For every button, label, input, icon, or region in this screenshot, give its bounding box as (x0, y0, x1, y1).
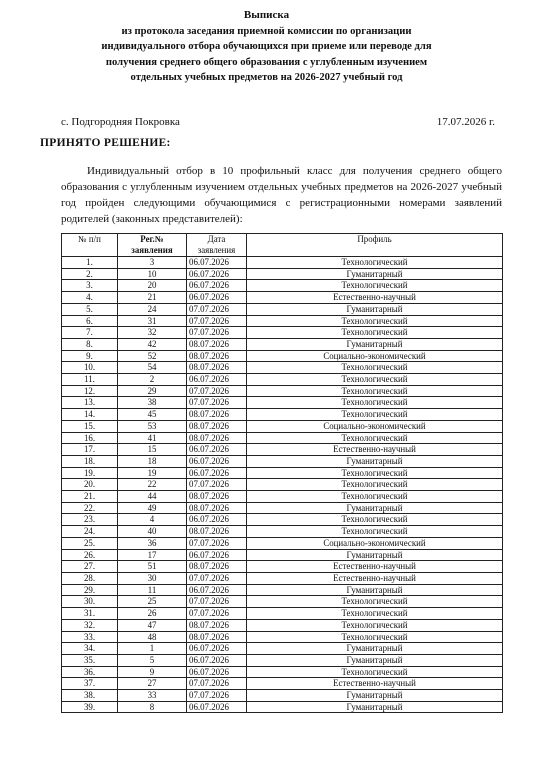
table-row (62, 280, 503, 292)
row-reg-number: 49 (118, 502, 187, 514)
row-reg-number: 11 (118, 584, 187, 596)
row-number: 34. (62, 643, 118, 655)
row-number: 39. (62, 701, 118, 713)
row-reg-number: 54 (118, 362, 187, 374)
row-number: 32. (62, 619, 118, 631)
row-reg-number: 8 (118, 701, 187, 713)
row-date: 06.07.2026 (187, 455, 247, 467)
table-row (62, 350, 503, 362)
row-number: 5. (62, 303, 118, 315)
row-date: 06.07.2026 (187, 280, 247, 292)
row-profile: Естественно-научный (247, 678, 503, 690)
row-profile: Естественно-научный (247, 444, 503, 456)
row-reg-number: 41 (118, 432, 187, 444)
row-profile: Технологический (247, 397, 503, 409)
row-date: 08.07.2026 (187, 338, 247, 350)
table-row (62, 432, 503, 444)
row-profile: Технологический (247, 619, 503, 631)
row-date: 06.07.2026 (187, 584, 247, 596)
row-date: 08.07.2026 (187, 491, 247, 503)
table-row (62, 631, 503, 643)
row-profile: Технологический (247, 631, 503, 643)
row-date: 06.07.2026 (187, 701, 247, 713)
row-date: 07.07.2026 (187, 678, 247, 690)
row-number: 31. (62, 608, 118, 620)
row-date: 07.07.2026 (187, 537, 247, 549)
row-reg-number: 20 (118, 280, 187, 292)
header-date: Дата заявления (187, 234, 247, 257)
table-header-row (62, 234, 503, 257)
row-profile: Социально-экономический (247, 537, 503, 549)
row-date: 08.07.2026 (187, 561, 247, 573)
row-reg-number: 30 (118, 572, 187, 584)
row-reg-number: 27 (118, 678, 187, 690)
row-reg-number: 32 (118, 327, 187, 339)
table-row (62, 397, 503, 409)
row-profile: Технологический (247, 608, 503, 620)
row-profile: Естественно-научный (247, 292, 503, 304)
row-number: 33. (62, 631, 118, 643)
row-reg-number: 17 (118, 549, 187, 561)
row-reg-number: 21 (118, 292, 187, 304)
row-date: 07.07.2026 (187, 572, 247, 584)
row-reg-number: 4 (118, 514, 187, 526)
row-profile: Технологический (247, 666, 503, 678)
row-number: 24. (62, 526, 118, 538)
row-profile: Гуманитарный (247, 643, 503, 655)
row-date: 07.07.2026 (187, 315, 247, 327)
row-reg-number: 25 (118, 596, 187, 608)
table-row (62, 409, 503, 421)
row-number: 16. (62, 432, 118, 444)
place-date-row (61, 116, 495, 128)
row-profile: Естественно-научный (247, 572, 503, 584)
row-number: 17. (62, 444, 118, 456)
table-row (62, 584, 503, 596)
row-profile: Гуманитарный (247, 268, 503, 280)
row-number: 22. (62, 502, 118, 514)
table-row (62, 303, 503, 315)
row-number: 18. (62, 455, 118, 467)
table-row (62, 338, 503, 350)
row-reg-number: 53 (118, 420, 187, 432)
row-number: 35. (62, 654, 118, 666)
row-profile: Гуманитарный (247, 549, 503, 561)
table-row (62, 572, 503, 584)
table-row (62, 537, 503, 549)
header-num: № п/п (62, 234, 118, 257)
row-profile: Технологический (247, 596, 503, 608)
decision-heading: ПРИНЯТО РЕШЕНИЕ: (40, 137, 171, 149)
results-table (61, 233, 503, 713)
row-reg-number: 24 (118, 303, 187, 315)
table-row (62, 362, 503, 374)
table-row (62, 374, 503, 386)
document-title (40, 8, 493, 86)
table-row (62, 561, 503, 573)
row-number: 30. (62, 596, 118, 608)
header-profile: Профиль (247, 234, 503, 257)
table-row (62, 526, 503, 538)
row-date: 06.07.2026 (187, 467, 247, 479)
row-profile: Гуманитарный (247, 338, 503, 350)
decision-paragraph: Индивидуальный отбор в 10 профильный класс для получения среднего общего образования с углубленным изучением отдельных учебных предметов на 2026-2027 учебный год пройден следующими обучающимися с регистрационными номерами заявлений родителей (законных представителей): (61, 165, 502, 225)
table-row (62, 666, 503, 678)
row-date: 06.07.2026 (187, 292, 247, 304)
row-date: 06.07.2026 (187, 257, 247, 269)
row-number: 15. (62, 420, 118, 432)
row-number: 20. (62, 479, 118, 491)
row-reg-number: 38 (118, 397, 187, 409)
row-date: 07.07.2026 (187, 303, 247, 315)
row-date: 07.07.2026 (187, 397, 247, 409)
row-date: 06.07.2026 (187, 268, 247, 280)
table-row (62, 327, 503, 339)
row-reg-number: 45 (118, 409, 187, 421)
row-reg-number: 52 (118, 350, 187, 362)
row-date: 08.07.2026 (187, 420, 247, 432)
row-number: 19. (62, 467, 118, 479)
place: с. Подгородняя Покровка (61, 116, 180, 128)
row-date: 07.07.2026 (187, 385, 247, 397)
row-profile: Технологический (247, 374, 503, 386)
row-number: 6. (62, 315, 118, 327)
table-row (62, 608, 503, 620)
row-date: 07.07.2026 (187, 608, 247, 620)
row-date: 06.07.2026 (187, 643, 247, 655)
row-number: 29. (62, 584, 118, 596)
row-profile: Гуманитарный (247, 584, 503, 596)
row-date: 07.07.2026 (187, 327, 247, 339)
row-profile: Технологический (247, 315, 503, 327)
row-reg-number: 5 (118, 654, 187, 666)
row-reg-number: 15 (118, 444, 187, 456)
row-number: 26. (62, 549, 118, 561)
table-row (62, 502, 503, 514)
row-number: 2. (62, 268, 118, 280)
row-profile: Естественно-научный (247, 561, 503, 573)
row-profile: Социально-экономический (247, 350, 503, 362)
row-date: 08.07.2026 (187, 502, 247, 514)
table-row (62, 596, 503, 608)
row-profile: Технологический (247, 257, 503, 269)
title-line-3: индивидуального отбора обучающихся при приеме или переводе для (101, 41, 432, 53)
row-date: 08.07.2026 (187, 526, 247, 538)
row-date: 06.07.2026 (187, 666, 247, 678)
row-reg-number: 42 (118, 338, 187, 350)
row-reg-number: 3 (118, 257, 187, 269)
table-row (62, 619, 503, 631)
row-reg-number: 40 (118, 526, 187, 538)
row-reg-number: 19 (118, 467, 187, 479)
row-reg-number: 9 (118, 666, 187, 678)
row-reg-number: 10 (118, 268, 187, 280)
row-reg-number: 47 (118, 619, 187, 631)
row-profile: Гуманитарный (247, 701, 503, 713)
table-row (62, 455, 503, 467)
title-line-5: отдельных учебных предметов на 2026-2027 учебный год (130, 72, 403, 84)
row-profile: Технологический (247, 385, 503, 397)
row-date: 06.07.2026 (187, 374, 247, 386)
row-date: 08.07.2026 (187, 631, 247, 643)
row-date: 06.07.2026 (187, 444, 247, 456)
row-profile: Гуманитарный (247, 690, 503, 702)
row-profile: Социально-экономический (247, 420, 503, 432)
table-row (62, 549, 503, 561)
table-row (62, 444, 503, 456)
row-number: 7. (62, 327, 118, 339)
row-reg-number: 18 (118, 455, 187, 467)
row-profile: Гуманитарный (247, 502, 503, 514)
row-number: 27. (62, 561, 118, 573)
row-number: 8. (62, 338, 118, 350)
table-row (62, 315, 503, 327)
row-number: 1. (62, 257, 118, 269)
row-profile: Технологический (247, 467, 503, 479)
row-reg-number: 33 (118, 690, 187, 702)
table-row (62, 678, 503, 690)
row-profile: Технологический (247, 526, 503, 538)
row-number: 36. (62, 666, 118, 678)
title-line-2: из протокола заседания приемной комиссии по организации (121, 25, 412, 37)
row-number: 12. (62, 385, 118, 397)
table-row (62, 514, 503, 526)
row-reg-number: 26 (118, 608, 187, 620)
document-date: 17.07.2026 г. (436, 116, 495, 128)
row-profile: Гуманитарный (247, 654, 503, 666)
row-profile: Гуманитарный (247, 303, 503, 315)
row-profile: Технологический (247, 280, 503, 292)
table-row (62, 491, 503, 503)
row-profile: Технологический (247, 432, 503, 444)
row-number: 25. (62, 537, 118, 549)
title-line-4: получения среднего общего образования с углубленным изучением (105, 56, 428, 68)
row-date: 08.07.2026 (187, 350, 247, 362)
row-number: 13. (62, 397, 118, 409)
table-row (62, 420, 503, 432)
row-profile: Технологический (247, 409, 503, 421)
row-date: 07.07.2026 (187, 690, 247, 702)
row-date: 08.07.2026 (187, 619, 247, 631)
row-reg-number: 29 (118, 385, 187, 397)
row-number: 37. (62, 678, 118, 690)
row-number: 21. (62, 491, 118, 503)
table-body (62, 257, 503, 713)
row-number: 11. (62, 374, 118, 386)
row-date: 07.07.2026 (187, 479, 247, 491)
row-reg-number: 22 (118, 479, 187, 491)
row-number: 10. (62, 362, 118, 374)
table-row (62, 643, 503, 655)
header-reg: Рег.№ заявления (118, 234, 187, 257)
row-number: 28. (62, 572, 118, 584)
row-reg-number: 36 (118, 537, 187, 549)
table-row (62, 467, 503, 479)
table-row (62, 690, 503, 702)
table-row (62, 479, 503, 491)
row-number: 38. (62, 690, 118, 702)
row-number: 4. (62, 292, 118, 304)
row-reg-number: 31 (118, 315, 187, 327)
table-row (62, 292, 503, 304)
row-date: 06.07.2026 (187, 654, 247, 666)
row-date: 06.07.2026 (187, 549, 247, 561)
table-row (62, 385, 503, 397)
row-number: 3. (62, 280, 118, 292)
title-line-1: Выписка (243, 9, 290, 21)
row-date: 07.07.2026 (187, 596, 247, 608)
row-reg-number: 44 (118, 491, 187, 503)
row-date: 08.07.2026 (187, 409, 247, 421)
row-reg-number: 2 (118, 374, 187, 386)
row-profile: Технологический (247, 491, 503, 503)
row-date: 08.07.2026 (187, 362, 247, 374)
row-profile: Технологический (247, 327, 503, 339)
table-row (62, 257, 503, 269)
row-number: 9. (62, 350, 118, 362)
row-profile: Гуманитарный (247, 455, 503, 467)
table-row (62, 701, 503, 713)
row-reg-number: 48 (118, 631, 187, 643)
row-date: 08.07.2026 (187, 432, 247, 444)
row-number: 23. (62, 514, 118, 526)
table-row (62, 654, 503, 666)
row-date: 06.07.2026 (187, 514, 247, 526)
row-profile: Технологический (247, 362, 503, 374)
row-profile: Технологический (247, 479, 503, 491)
row-profile: Технологический (247, 514, 503, 526)
row-reg-number: 1 (118, 643, 187, 655)
row-number: 14. (62, 409, 118, 421)
table-row (62, 268, 503, 280)
row-reg-number: 51 (118, 561, 187, 573)
